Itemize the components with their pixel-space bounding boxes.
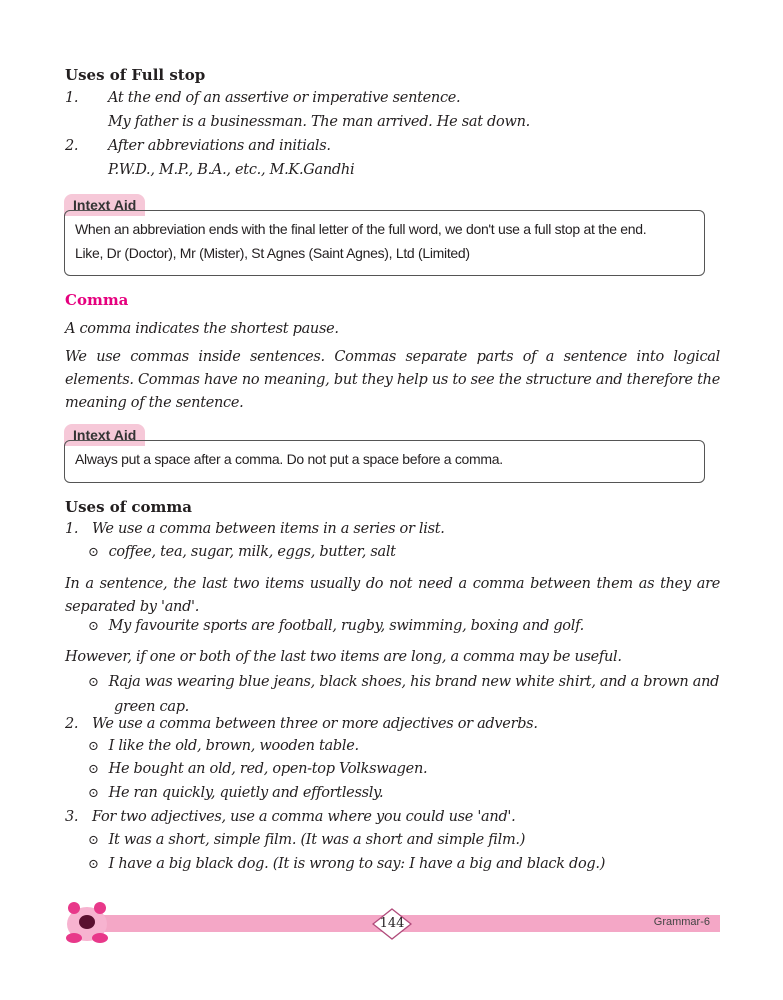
- heading-comma: Comma: [65, 291, 129, 309]
- item-text: We use a comma between items in a series or list.: [92, 521, 445, 537]
- bullet-item: ⊙ I like the old, brown, wooden table.: [88, 738, 359, 754]
- paragraph: In a sentence, the last two items usually do not need a comma between them as they are separated by 'and'.: [65, 576, 720, 615]
- item-text: For two adjectives, use a comma where you could use 'and'.: [92, 809, 516, 825]
- item-text: We use a comma between three or more adjectives or adverbs.: [92, 716, 538, 732]
- item-number: 3.: [65, 809, 79, 825]
- intext-aid-box: [64, 210, 705, 276]
- intext-line: When an abbreviation ends with the final letter of the full word, we don't use a full stop at the end.: [75, 221, 647, 237]
- intext-aid-label: Intext Aid: [64, 424, 145, 446]
- heading-uses-of-comma: Uses of comma: [65, 498, 193, 516]
- item-example: My father is a businessman. The man arrived. He sat down.: [108, 114, 530, 130]
- item-text: At the end of an assertive or imperative sentence.: [108, 90, 461, 106]
- bullet-item: ⊙ It was a short, simple film. (It was a short and simple film.): [88, 832, 525, 848]
- comma-paragraph: We use commas inside sentences. Commas separate parts of a sentence into logical elements. Commas have no meaning, but they help us to see the structure and therefore the meaning of the sentence.: [65, 349, 720, 411]
- intext-line: Like, Dr (Doctor), Mr (Mister), St Agnes (Saint Agnes), Ltd (Limited): [75, 245, 470, 261]
- paragraph: However, if one or both of the last two items are long, a comma may be useful.: [65, 649, 622, 665]
- page-number: 144: [379, 916, 405, 931]
- item-example: P.W.D., M.P., B.A., etc., M.K.Gandhi: [108, 162, 355, 178]
- bullet-item: ⊙ I have a big black dog. (It is wrong to say: I have a big and black dog.): [88, 856, 605, 872]
- comma-intro: A comma indicates the shortest pause.: [65, 321, 339, 337]
- item-number: 1.: [65, 90, 79, 106]
- bullet-item: ⊙ Raja was wearing blue jeans, black shoes, his brand new white shirt, and a brown and green cap.: [88, 670, 739, 719]
- intext-aid-box: [64, 440, 705, 483]
- bullet-item: ⊙ He bought an old, red, open-top Volkswagen.: [88, 761, 427, 777]
- bullet-item: ⊙ My favourite sports are football, rugby, swimming, boxing and golf.: [88, 618, 584, 634]
- heading-full-stop: Uses of Full stop: [65, 66, 206, 84]
- bullet-item: ⊙ coffee, tea, sugar, milk, eggs, butter, salt: [88, 544, 396, 560]
- intext-aid-label: Intext Aid: [64, 194, 145, 216]
- book-title: Grammar-6: [653, 916, 710, 928]
- bullet-item: ⊙ He ran quickly, quietly and effortlessly.: [88, 785, 383, 801]
- item-number: 1.: [65, 521, 79, 537]
- item-text: After abbreviations and initials.: [108, 138, 331, 154]
- item-number: 2.: [65, 138, 79, 154]
- intext-line: Always put a space after a comma. Do not put a space before a comma.: [75, 451, 503, 467]
- monster-mascot-icon: [62, 898, 112, 944]
- item-number: 2.: [65, 716, 79, 732]
